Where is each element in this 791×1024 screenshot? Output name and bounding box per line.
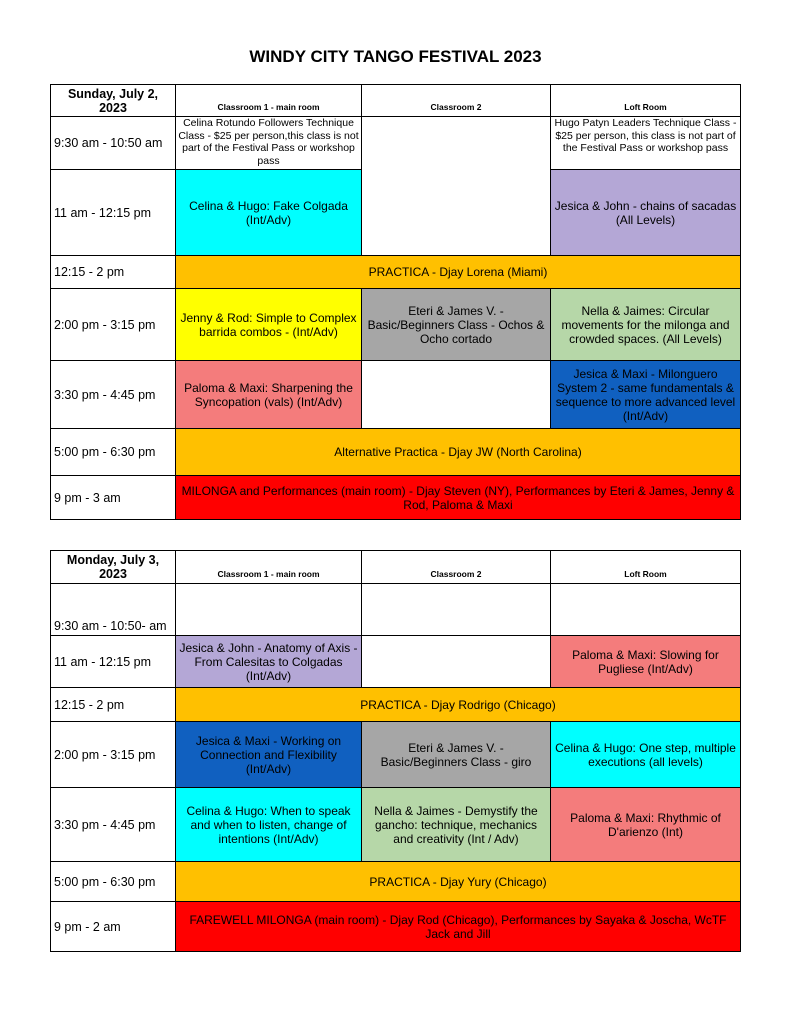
practica-cell: PRACTICA - Djay Rodrigo (Chicago) (176, 688, 741, 722)
class-cell: Paloma & Maxi: Rhythmic of D'arienzo (Int) (551, 788, 741, 862)
class-cell: Nella & Jaimes: Circular movements for the milonga and crowded spaces. (All Levels) (551, 289, 741, 361)
time-cell: 3:30 pm - 4:45 pm (51, 361, 176, 429)
table-row (51, 361, 741, 429)
empty-cell (362, 361, 551, 429)
time-cell: 12:15 - 2 pm (51, 688, 176, 722)
class-cell: Jenny & Rod: Simple to Complex barrida combos - (Int/Adv) (176, 289, 362, 361)
milonga-cell: MILONGA and Performances (main room) - Djay Steven (NY), Performances by Eteri & James, Jenny & Rod, Paloma & Maxi (176, 476, 741, 520)
table-header-row (51, 85, 741, 117)
column-header-room2: Classroom 2 (362, 85, 551, 117)
column-header-room3: Loft Room (551, 551, 741, 584)
empty-cell (551, 584, 741, 636)
practica-cell: PRACTICA - Djay Lorena (Miami) (176, 256, 741, 289)
empty-cell (362, 584, 551, 636)
empty-cell (176, 584, 362, 636)
table-row (51, 584, 741, 636)
sunday-schedule-table (50, 84, 741, 520)
column-header-room1: Classroom 1 - main room (176, 551, 362, 584)
column-header-room2: Classroom 2 (362, 551, 551, 584)
time-cell: 3:30 pm - 4:45 pm (51, 788, 176, 862)
column-header-room1: Classroom 1 - main room (176, 85, 362, 117)
table-row (51, 722, 741, 788)
time-cell: 2:00 pm - 3:15 pm (51, 722, 176, 788)
time-cell: 9:30 am - 10:50- am (51, 584, 176, 636)
table-row (51, 902, 741, 952)
time-cell: 5:00 pm - 6:30 pm (51, 862, 176, 902)
time-cell: 9:30 am - 10:50 am (51, 117, 176, 170)
class-cell: Nella & Jaimes - Demystify the gancho: technique, mechanics and creativity (Int / Adv) (362, 788, 551, 862)
time-cell: 2:00 pm - 3:15 pm (51, 289, 176, 361)
day-header: Monday, July 3, 2023 (51, 551, 176, 584)
class-cell: Eteri & James V. - Basic/Beginners Class - Ochos & Ocho cortado (362, 289, 551, 361)
table-row (51, 256, 741, 289)
time-cell: 9 pm - 3 am (51, 476, 176, 520)
table-header-row (51, 551, 741, 584)
time-cell: 11 am - 12:15 pm (51, 170, 176, 256)
practica-cell: PRACTICA - Djay Yury (Chicago) (176, 862, 741, 902)
class-cell: Hugo Patyn Leaders Technique Class - $25 per person, this class is not part of the Festival Pass or workshop pass (551, 117, 741, 170)
class-cell: Celina & Hugo: One step, multiple executions (all levels) (551, 722, 741, 788)
monday-schedule-table (50, 550, 741, 952)
page-title: WINDY CITY TANGO FESTIVAL 2023 (249, 47, 542, 66)
class-cell: Jesica & Maxi - Working on Connection and Flexibility (Int/Adv) (176, 722, 362, 788)
time-cell: 12:15 - 2 pm (51, 256, 176, 289)
class-cell: Jesica & Maxi - Milonguero System 2 - same fundamentals & sequence to more advanced level (Int/Adv) (551, 361, 741, 429)
table-row (51, 117, 741, 170)
column-header-room3: Loft Room (551, 85, 741, 117)
class-cell: Paloma & Maxi: Sharpening the Syncopation (vals) (Int/Adv) (176, 361, 362, 429)
table-row (51, 476, 741, 520)
table-row (51, 289, 741, 361)
time-cell: 11 am - 12:15 pm (51, 636, 176, 688)
time-cell: 5:00 pm - 6:30 pm (51, 429, 176, 476)
milonga-cell: FAREWELL MILONGA (main room) - Djay Rod (Chicago), Performances by Sayaka & Joscha, WcTF Jack and Jill (176, 902, 741, 952)
class-cell: Paloma & Maxi: Slowing for Pugliese (Int/Adv) (551, 636, 741, 688)
table-row (51, 862, 741, 902)
class-cell: Jesica & John - Anatomy of Axis - From Calesitas to Colgadas (Int/Adv) (176, 636, 362, 688)
table-row (51, 688, 741, 722)
empty-cell (362, 117, 551, 256)
class-cell: Celina Rotundo Followers Technique Class - $25 per person,this class is not part of the Festival Pass or workshop pass (176, 117, 362, 170)
class-cell: Jesica & John - chains of sacadas (All Levels) (551, 170, 741, 256)
table-row (51, 636, 741, 688)
day-header: Sunday, July 2, 2023 (51, 85, 176, 117)
table-row (51, 429, 741, 476)
class-cell: Eteri & James V. - Basic/Beginners Class - giro (362, 722, 551, 788)
table-row (51, 788, 741, 862)
time-cell: 9 pm - 2 am (51, 902, 176, 952)
practica-cell: Alternative Practica - Djay JW (North Carolina) (176, 429, 741, 476)
class-cell: Celina & Hugo: Fake Colgada (Int/Adv) (176, 170, 362, 256)
class-cell: Celina & Hugo: When to speak and when to listen, change of intentions (Int/Adv) (176, 788, 362, 862)
empty-cell (362, 636, 551, 688)
